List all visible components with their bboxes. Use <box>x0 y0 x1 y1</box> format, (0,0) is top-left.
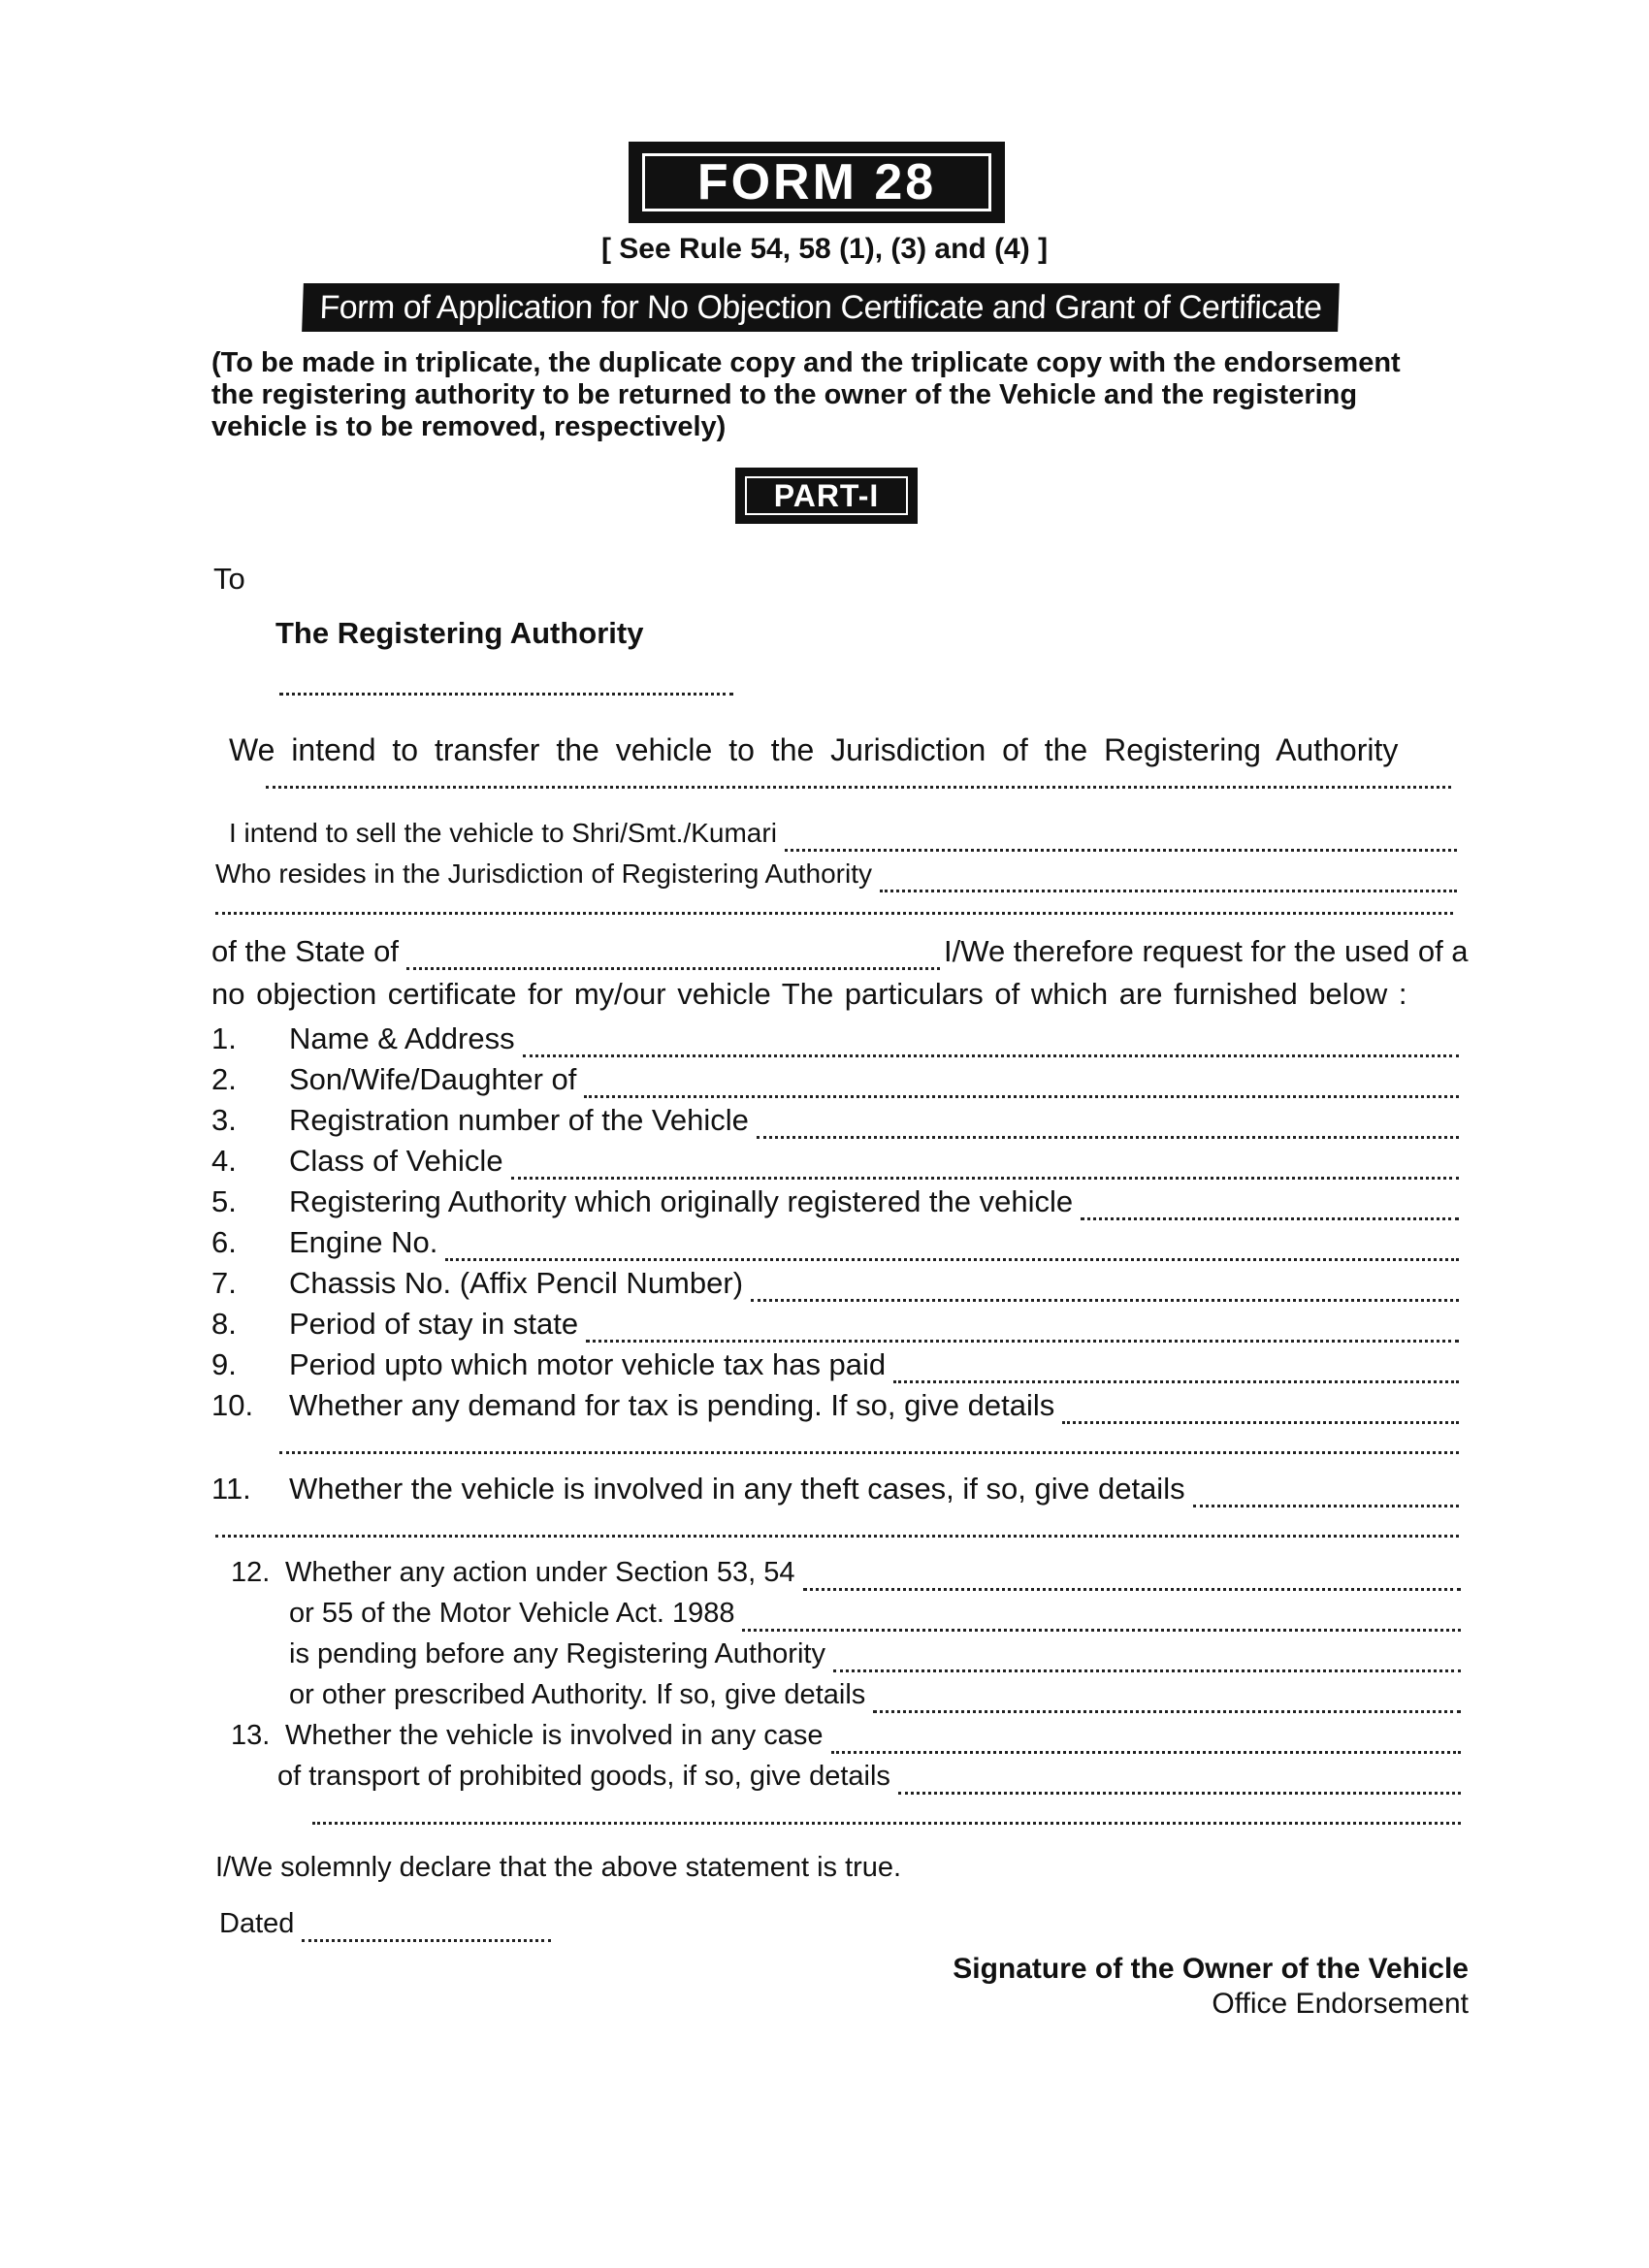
request-text: I/We therefore request for the used of a <box>944 934 1469 968</box>
item-row-12c <box>289 1636 1461 1672</box>
item-row-4 <box>211 1143 1459 1180</box>
item-field-3[interactable] <box>757 1111 1459 1139</box>
item-row-13b <box>277 1758 1461 1795</box>
intend-sell-text: I intend to sell the vehicle to Shri/Smt./Kumari <box>229 818 777 848</box>
sell-row <box>229 815 1457 852</box>
item-field-12c[interactable] <box>833 1644 1461 1672</box>
item-label: Registering Authority which originally registered the vehicle <box>289 1184 1074 1218</box>
resides-continuation-field[interactable] <box>215 912 1453 915</box>
signature-label: Signature of the Owner of the Vehicle <box>953 1953 1469 1985</box>
item-label: Whether the vehicle is involved in any theft cases, if so, give details <box>289 1472 1185 1506</box>
item-row-9 <box>211 1346 1459 1383</box>
item-label: or 55 of the Motor Vehicle Act. 1988 <box>289 1598 735 1629</box>
item-number: 9. <box>211 1347 237 1381</box>
form-banner: Form of Application for No Objection Certificate and Grant of Certificate <box>302 283 1340 332</box>
dated-label: Dated <box>219 1908 295 1939</box>
state-field[interactable] <box>406 942 940 970</box>
item-row-1 <box>211 1021 1459 1057</box>
transfer-authority-field[interactable] <box>266 786 1451 789</box>
resides-authority-field[interactable] <box>880 864 1457 892</box>
item-field-12[interactable] <box>803 1563 1461 1591</box>
item-label: Whether the vehicle is involved in any case <box>285 1720 824 1751</box>
item-number: 5. <box>211 1184 237 1218</box>
item-field-11[interactable] <box>1193 1479 1459 1507</box>
state-row <box>211 933 1472 970</box>
item-label: Chassis No. (Affix Pencil Number) <box>289 1266 744 1300</box>
item-label: Period of stay in state <box>289 1307 579 1341</box>
dated-row <box>219 1905 551 1942</box>
item-field-12b[interactable] <box>742 1604 1461 1632</box>
resides-text: Who resides in the Jurisdiction of Registering Authority <box>215 859 872 889</box>
item-number: 7. <box>211 1266 237 1300</box>
item-row-10 <box>211 1387 1459 1424</box>
item-10-continuation-field[interactable] <box>279 1451 1459 1454</box>
item-field-7[interactable] <box>751 1274 1459 1302</box>
item-row-13 <box>231 1717 1461 1754</box>
item-label: or other prescribed Authority. If so, give details <box>289 1679 866 1710</box>
item-label: is pending before any Registering Authority <box>289 1638 825 1669</box>
item-field-5[interactable] <box>1081 1192 1459 1220</box>
item-row-6 <box>211 1224 1459 1261</box>
buyer-name-field[interactable] <box>785 824 1457 852</box>
resides-row <box>215 856 1457 892</box>
item-row-3 <box>211 1102 1459 1139</box>
item-number: 8. <box>211 1307 237 1341</box>
state-label: of the State of <box>211 934 400 968</box>
part-label-box <box>735 468 918 524</box>
item-label: Whether any demand for tax is pending. If so, give details <box>289 1388 1055 1422</box>
instructions-text: (To be made in triplicate, the duplicate copy and the triplicate copy with the endorsement the registering authority to be returned to the owner of the Vehicle and the registering vehicle is to be removed, respectively) <box>211 347 1401 442</box>
item-number: 2. <box>211 1062 237 1096</box>
item-field-6[interactable] <box>445 1233 1459 1261</box>
item-number: 10. <box>211 1388 254 1422</box>
item-label: Engine No. <box>289 1225 438 1259</box>
item-row-12 <box>231 1554 1461 1591</box>
item-field-9[interactable] <box>893 1355 1459 1383</box>
item-row-11 <box>211 1471 1459 1507</box>
item-number: 6. <box>211 1225 237 1259</box>
item-label: Son/Wife/Daughter of <box>289 1062 577 1096</box>
signature-block <box>953 1952 1469 2022</box>
item-13-continuation-field[interactable] <box>312 1822 1461 1825</box>
item-number: 12. <box>231 1557 271 1588</box>
item-label: Whether any action under Section 53, 54 <box>285 1557 795 1588</box>
authority-label: The Registering Authority <box>275 616 644 650</box>
item-label: Name & Address <box>289 1021 515 1055</box>
item-row-8 <box>211 1306 1459 1343</box>
item-field-12d[interactable] <box>873 1685 1461 1713</box>
form-title: FORM 28 <box>642 153 991 211</box>
item-field-2[interactable] <box>584 1070 1459 1098</box>
item-label: Period upto which motor vehicle tax has paid <box>289 1347 887 1381</box>
item-number: 13. <box>231 1720 271 1751</box>
rule-reference: [ See Rule 54, 58 (1), (3) and (4) ] <box>600 233 1049 265</box>
item-label: of transport of prohibited goods, if so, give details <box>277 1761 890 1792</box>
authority-address-field[interactable] <box>279 693 733 696</box>
item-field-4[interactable] <box>511 1151 1459 1180</box>
item-number: 1. <box>211 1021 237 1055</box>
to-label: To <box>213 562 245 596</box>
item-field-13b[interactable] <box>898 1766 1461 1795</box>
item-row-5 <box>211 1183 1459 1220</box>
dated-field[interactable] <box>302 1914 551 1942</box>
intend-transfer-text: We intend to transfer the vehicle to the Jurisdiction of the Registering Authority <box>229 732 1399 767</box>
item-field-13[interactable] <box>831 1726 1461 1754</box>
form-title-box <box>629 142 1005 223</box>
item-field-8[interactable] <box>586 1314 1459 1343</box>
office-endorsement-label: Office Endorsement <box>1212 1988 1469 2020</box>
item-row-12b <box>289 1595 1461 1632</box>
item-row-12d <box>289 1676 1461 1713</box>
item-field-1[interactable] <box>523 1029 1459 1057</box>
item-11-continuation-field[interactable] <box>215 1535 1459 1538</box>
item-row-2 <box>211 1061 1459 1098</box>
declaration-text: I/We solemnly declare that the above statement is true. <box>215 1852 902 1883</box>
item-label: Class of Vehicle <box>289 1144 503 1178</box>
item-field-10[interactable] <box>1062 1396 1459 1424</box>
particulars-text: no objection certificate for my/our vehicle The particulars of which are furnished below : <box>211 977 1407 1011</box>
item-number: 3. <box>211 1103 237 1137</box>
item-number: 11. <box>211 1472 251 1506</box>
item-number: 4. <box>211 1144 237 1178</box>
item-label: Registration number of the Vehicle <box>289 1103 749 1137</box>
part-label: PART-I <box>745 476 908 515</box>
item-row-7 <box>211 1265 1459 1302</box>
